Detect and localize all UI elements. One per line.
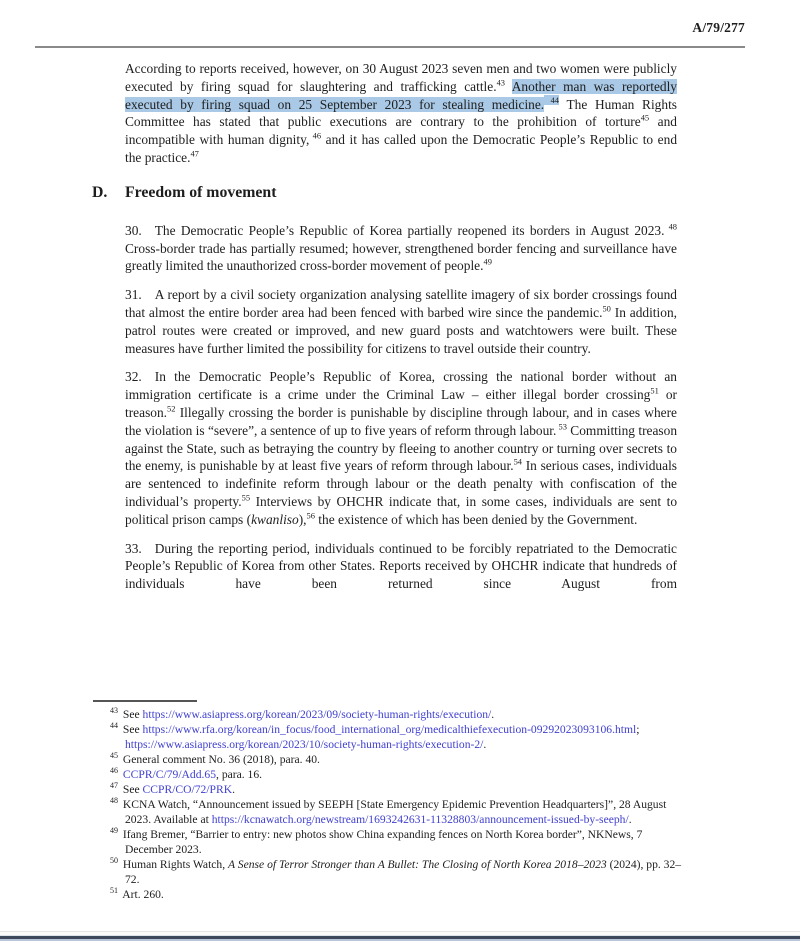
paragraph-number: 33. — [125, 540, 142, 556]
section-title: Freedom of movement — [125, 183, 277, 201]
footnote-number: 50 — [110, 856, 118, 866]
footnote-number: 48 — [110, 796, 118, 806]
footnote-link[interactable]: https://kcnawatch.org/newstream/1693242631-11328803/announcement-issued-by-seeph/ — [211, 813, 629, 826]
paragraph-number: 31. — [125, 287, 142, 303]
paragraph: 31. A report by a civil society organization analysing satellite imagery of six border crossings found that almost the entire border area had been fenced with barbed wire since the pandemic.$^{50}$ In addition, patrol routes were created or improved, and new guard posts and watchtowers were built. These measures have further limited the possibility for citizens to travel outside their country. — [125, 287, 677, 356]
footnote-link[interactable]: https://www.asiapress.org/korean/2023/09/society-human-rights/execution/ — [142, 708, 492, 721]
footnote-item: $^{45}$ General comment No. 36 (2018), para. 40. — [110, 751, 320, 766]
document-body — [92, 60, 678, 604]
paragraph: 32. In the Democratic People’s Republic of Korea, crossing the national border without an immigration certificate is a crime under the Criminal Law – either illegal border crossing$^{51}$ or treason.$^{52}$ Illegally crossing the border is punishable by discipline through labour, and in cases where the violation is “severe”, a sentence of up to five years of reform through labour. $^{53}$ Committing treason against the State, such as betraying the country by fleeing to another country or turning over secrets to the enemy, is punishable by at least five years of reform through labour.$^{54}$ In serious cases, individuals are sentenced to indefinite reform through labour or the death penalty with confiscation of the individual’s property.$^{55}$ Interviews by OHCHR indicate that, in some cases, individuals are sent to political prison camps (kwanliso),$^{56}$ the existence of which has been denied by the Government. — [125, 369, 678, 527]
footnote-link[interactable]: CCPR/C/79/Add.65 — [122, 768, 217, 781]
paragraph-number: 30. — [125, 222, 142, 238]
footnote-link[interactable]: https://www.rfa.org/korean/in_focus/food_international_org/medicalthiefexecution-09292023093106.html — [142, 723, 637, 736]
paragraph: According to reports received, however, on 30 August 2023 seven men and two women were publicly executed by firing squad for slaughtering and trafficking cattle.$^{43}$ Another man was reportedly executed by firing squad on 25 September 2023 for stealing medicine. $^{44}$ The Human Rights Committee has stated that public executions are contrary to the prohibition of torture$^{45}$ and incompatible with human dignity, $^{46}$ and it has called upon the Democratic People’s Republic to end the practice.$^{47}$ — [125, 61, 678, 165]
footnote-number: 44 — [110, 721, 118, 731]
section-letter: D. — [92, 183, 108, 201]
footnote-number: 51 — [110, 886, 118, 896]
footnote-link[interactable]: https://www.asiapress.org/korean/2023/10/society-human-rights/execution-2/ — [125, 738, 484, 751]
paragraph: 33. During the reporting period, individuals continued to be forcibly repatriated to the Democratic People’s Republic of Korea from other States. Reports received by OHCHR indicate that hundreds of individuals have been returned since August from — [125, 540, 677, 592]
footnote-number: 43 — [110, 706, 118, 716]
footnote-item: $^{43}$ See https://www.asiapress.org/korean/2023/09/society-human-rights/execution/. — [110, 706, 495, 721]
header-rule — [35, 46, 745, 48]
footnote-link[interactable]: CCPR/CO/72/PRK — [142, 783, 233, 796]
footnote-item: $^{49}$ Ifang Bremer, “Barrier to entry: new photos show China expanding fences on North Korea border”, NKNews, 7 December 2023. — [110, 826, 643, 856]
footnote-item: $^{50}$ Human Rights Watch, A Sense of Terror Stronger than A Bullet: The Closing of North Korea 2018–2023 (2024), pp. 32–72. — [110, 856, 682, 886]
footnote-separator — [93, 700, 197, 702]
footnote-number: 47 — [110, 781, 118, 791]
section-heading — [92, 184, 677, 202]
footnote-item: $^{44}$ See https://www.rfa.org/korean/in_focus/food_international_org/medicalthiefexecution-09292023093106.html; https://www.asiapress.org/korean/2023/10/society-human-rights/execution-2/. — [110, 721, 640, 751]
footnote-item: $^{47}$ See CCPR/CO/72/PRK. — [110, 781, 236, 796]
footnote-number: 45 — [110, 751, 118, 761]
window-bottom-edge — [0, 931, 800, 941]
footnote-item: $^{46}$ CCPR/C/79/Add.65, para. 16. — [110, 766, 263, 781]
footnote-number: 46 — [110, 766, 118, 776]
doc-symbol: A/79/277 — [692, 20, 745, 35]
footnote-item: $^{48}$ KCNA Watch, “Announcement issued by SEEPH [State Emergency Epidemic Prevention Headquarters]”, 28 August 2023. Available at https://kcnawatch.org/newstream/1693242631-11328803/announcement-issued-by-seeph/. — [110, 796, 667, 826]
paragraph-number: 32. — [125, 369, 142, 385]
paragraph: 30. The Democratic People’s Republic of Korea partially reopened its borders in August 2023. $^{48}$ Cross-border trade has partially resumed; however, strengthened border fencing and surveillance have greatly limited the unauthorized cross-border movement of people.$^{49}$ — [125, 221, 678, 274]
footnote-item: $^{51}$ Art. 260. — [110, 886, 164, 901]
footnote-number: 49 — [110, 826, 118, 836]
footnotes-list — [0, 707, 692, 902]
